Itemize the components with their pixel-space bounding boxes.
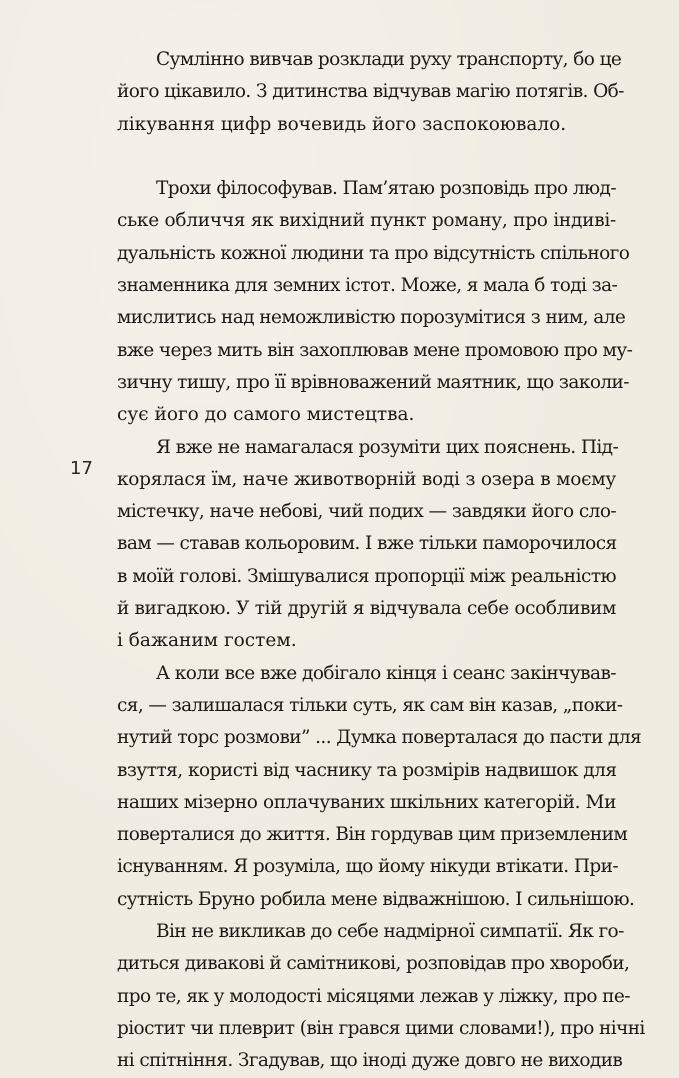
- text-line: і бажаним гостем.: [117, 630, 297, 652]
- text-line: поверталися до життя. Він гордував цим приземленим: [117, 824, 628, 846]
- text-line: Він не викликав до себе надмірної симпатії. Як го-: [156, 921, 624, 943]
- text-line: зичну тишу, про її врівноважений маятник, що заколи-: [117, 371, 629, 393]
- text-line: вже через мить він захоплював мене промовою про му-: [117, 339, 633, 361]
- text-line: й вигадкою. У тій другій я відчувала себе особливим: [117, 598, 616, 620]
- text-line: ріостит чи плеврит (він грався цими словами!), про нічні: [117, 1017, 645, 1039]
- text-line: диться диваковi й самітникові, розповідав про хвороби,: [117, 953, 630, 975]
- page-number: 17: [70, 458, 93, 479]
- text-line: в моїй голові. Змішувалися пропорції між реальністю: [117, 565, 617, 587]
- text-line: А коли все вже добігало кінця і сеанс закінчував-: [156, 662, 616, 684]
- text-line: ні спітніння. Згадував, що іноді дуже довго не виходив: [117, 1050, 623, 1072]
- text-line: ся, — залишалася тільки суть, як сам він казав, „поки-: [117, 694, 623, 716]
- text-line: містечку, наче небові, чий подих — завдяки його сло-: [117, 501, 617, 523]
- text-line: корялася їм, наче животворній воді з озера в моєму: [117, 468, 616, 490]
- text-line: ське обличчя як вихідний пункт роману, про індиві-: [117, 210, 617, 232]
- body-text: [117, 44, 645, 1078]
- text-line: наших мізерно оплачуваних шкільних категорій. Ми: [117, 791, 616, 813]
- text-line: дуальність кожної людини та про відсутність спільного: [117, 242, 630, 264]
- text-line: вам — ставав кольоровим. І вже тільки паморочилося: [117, 533, 617, 555]
- text-line: лікування цифр вочевидь його заспокоювало.: [117, 113, 567, 135]
- text-line: взуття, користі від часнику та розмірів надвишок для: [117, 759, 617, 781]
- text-line: його цікавило. З дитинства відчував магію потягів. Об-: [117, 81, 624, 103]
- text-line: нутий торс розмови” ... Думка поверталася до пасти для: [117, 727, 642, 749]
- text-line: мислитись над неможливістю порозумітися з ним, але: [117, 307, 626, 329]
- text-line: існуванням. Я розуміла, що йому нікуди втікати. При-: [117, 856, 619, 878]
- text-line: Трохи філософував. Пам’ятаю розповідь про люд-: [156, 178, 616, 200]
- text-line: про те, як у молодості місяцями лежав у ліжку, про пе-: [117, 985, 630, 1007]
- text-line: сутність Бруно робила мене відважнішою. І сильнішою.: [117, 888, 635, 910]
- text-line: Я вже не намагалася розуміти цих пояснень. Під-: [156, 436, 619, 458]
- text-line: знаменника для земних істот. Може, я мала б тоді за-: [117, 275, 618, 297]
- text-line: Сумлінно вивчав розклади руху транспорту, бо це: [156, 49, 622, 70]
- text-line: сує його до самого мистецтва.: [117, 404, 415, 426]
- paragraph-gap: [117, 141, 616, 173]
